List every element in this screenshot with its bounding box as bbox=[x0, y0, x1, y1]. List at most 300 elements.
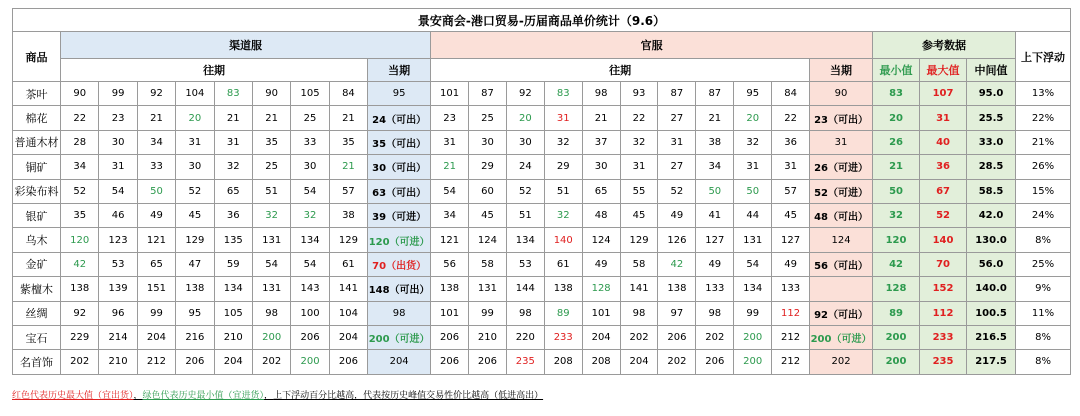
channel-current-cell: 39（可进） bbox=[368, 203, 431, 227]
official-current-cell: 92（可出） bbox=[810, 301, 873, 325]
legend-sep: ， bbox=[133, 391, 143, 401]
max-value-cell: 70 bbox=[920, 252, 967, 276]
official-past-cell: 141 bbox=[620, 277, 658, 301]
fluctuation-cell: 8% bbox=[1016, 325, 1071, 349]
official-past-cell: 44 bbox=[734, 203, 772, 227]
channel-current-cell: 148（可出） bbox=[368, 277, 431, 301]
channel-past-cell: 120 bbox=[61, 228, 99, 252]
mid-value-cell: 217.5 bbox=[967, 350, 1016, 374]
channel-past-cell: 57 bbox=[329, 179, 367, 203]
header-channel-current: 当期 bbox=[368, 59, 431, 82]
official-past-cell: 98 bbox=[696, 301, 734, 325]
channel-current-cell: 95 bbox=[368, 82, 431, 106]
channel-past-cell: 54 bbox=[291, 252, 329, 276]
mid-value-cell: 56.0 bbox=[967, 252, 1016, 276]
channel-past-cell: 105 bbox=[214, 301, 252, 325]
official-past-cell: 31 bbox=[431, 130, 469, 154]
official-past-cell: 57 bbox=[772, 179, 810, 203]
official-past-cell: 20 bbox=[734, 106, 772, 130]
mid-value-cell: 33.0 bbox=[967, 130, 1016, 154]
min-value-cell: 128 bbox=[873, 277, 920, 301]
official-past-cell: 53 bbox=[506, 252, 544, 276]
table-row bbox=[13, 82, 1071, 106]
min-value-cell: 26 bbox=[873, 130, 920, 154]
channel-current-cell: 35（可出） bbox=[368, 130, 431, 154]
official-past-cell: 131 bbox=[734, 228, 772, 252]
official-past-cell: 58 bbox=[620, 252, 658, 276]
official-past-cell: 87 bbox=[658, 82, 696, 106]
table-row bbox=[13, 325, 1071, 349]
channel-past-cell: 52 bbox=[176, 179, 214, 203]
official-past-cell: 42 bbox=[658, 252, 696, 276]
header-item: 商品 bbox=[13, 32, 61, 82]
official-past-cell: 133 bbox=[772, 277, 810, 301]
official-past-cell: 34 bbox=[696, 155, 734, 179]
official-past-cell: 51 bbox=[506, 203, 544, 227]
item-name: 茶叶 bbox=[13, 82, 61, 106]
channel-past-cell: 123 bbox=[99, 228, 137, 252]
official-past-cell: 101 bbox=[582, 301, 620, 325]
channel-past-cell: 138 bbox=[176, 277, 214, 301]
mid-value-cell: 25.5 bbox=[967, 106, 1016, 130]
channel-past-cell: 131 bbox=[252, 277, 290, 301]
legend-red: 红色代表历史最大值（宜出货） bbox=[12, 391, 134, 401]
official-past-cell: 121 bbox=[431, 228, 469, 252]
official-past-cell: 25 bbox=[469, 106, 507, 130]
official-current-cell: 202 bbox=[810, 350, 873, 374]
channel-past-cell: 35 bbox=[252, 130, 290, 154]
official-past-cell: 87 bbox=[696, 82, 734, 106]
channel-past-cell: 204 bbox=[214, 350, 252, 374]
official-past-cell: 206 bbox=[431, 325, 469, 349]
official-past-cell: 206 bbox=[696, 350, 734, 374]
official-past-cell: 52 bbox=[658, 179, 696, 203]
header-official-server: 官服 bbox=[431, 32, 873, 59]
channel-past-cell: 30 bbox=[176, 155, 214, 179]
official-past-cell: 89 bbox=[544, 301, 582, 325]
max-value-cell: 233 bbox=[920, 325, 967, 349]
channel-past-cell: 21 bbox=[137, 106, 175, 130]
official-past-cell: 65 bbox=[582, 179, 620, 203]
channel-current-cell: 98 bbox=[368, 301, 431, 325]
official-past-cell: 212 bbox=[772, 325, 810, 349]
official-past-cell: 52 bbox=[506, 179, 544, 203]
channel-past-cell: 95 bbox=[176, 301, 214, 325]
table-row bbox=[13, 228, 1071, 252]
channel-past-cell: 83 bbox=[214, 82, 252, 106]
official-past-cell: 83 bbox=[544, 82, 582, 106]
official-past-cell: 112 bbox=[772, 301, 810, 325]
official-past-cell: 200 bbox=[734, 325, 772, 349]
official-past-cell: 32 bbox=[544, 130, 582, 154]
channel-past-cell: 206 bbox=[291, 325, 329, 349]
fluctuation-cell: 15% bbox=[1016, 179, 1071, 203]
official-past-cell: 50 bbox=[696, 179, 734, 203]
channel-past-cell: 90 bbox=[252, 82, 290, 106]
official-past-cell: 95 bbox=[734, 82, 772, 106]
channel-past-cell: 131 bbox=[252, 228, 290, 252]
legend bbox=[12, 388, 543, 401]
official-past-cell: 51 bbox=[544, 179, 582, 203]
channel-past-cell: 92 bbox=[137, 82, 175, 106]
max-value-cell: 31 bbox=[920, 106, 967, 130]
header-fluctuation: 上下浮动 bbox=[1016, 32, 1071, 82]
official-past-cell: 36 bbox=[772, 130, 810, 154]
item-name: 宝石 bbox=[13, 325, 61, 349]
channel-past-cell: 99 bbox=[137, 301, 175, 325]
official-current-cell: 48（可出） bbox=[810, 203, 873, 227]
official-current-cell: 200（可进） bbox=[810, 325, 873, 349]
official-past-cell: 138 bbox=[658, 277, 696, 301]
official-current-cell bbox=[810, 277, 873, 301]
fluctuation-cell: 25% bbox=[1016, 252, 1071, 276]
channel-past-cell: 54 bbox=[291, 179, 329, 203]
official-past-cell: 41 bbox=[696, 203, 734, 227]
official-past-cell: 84 bbox=[772, 82, 810, 106]
channel-current-cell: 200（可进） bbox=[368, 325, 431, 349]
channel-current-cell: 63（可出） bbox=[368, 179, 431, 203]
item-name: 紫檀木 bbox=[13, 277, 61, 301]
table-row bbox=[13, 277, 1071, 301]
channel-past-cell: 25 bbox=[291, 106, 329, 130]
official-past-cell: 30 bbox=[506, 130, 544, 154]
official-past-cell: 24 bbox=[506, 155, 544, 179]
official-current-cell: 90 bbox=[810, 82, 873, 106]
official-past-cell: 31 bbox=[620, 155, 658, 179]
price-table bbox=[12, 8, 1071, 375]
official-past-cell: 49 bbox=[582, 252, 620, 276]
channel-past-cell: 53 bbox=[99, 252, 137, 276]
channel-past-cell: 21 bbox=[329, 155, 367, 179]
min-value-cell: 83 bbox=[873, 82, 920, 106]
official-past-cell: 128 bbox=[582, 277, 620, 301]
official-current-cell: 52（可进） bbox=[810, 179, 873, 203]
channel-past-cell: 46 bbox=[99, 203, 137, 227]
official-past-cell: 99 bbox=[469, 301, 507, 325]
official-past-cell: 99 bbox=[734, 301, 772, 325]
official-current-cell: 31 bbox=[810, 130, 873, 154]
table-row bbox=[13, 155, 1071, 179]
min-value-cell: 200 bbox=[873, 325, 920, 349]
channel-past-cell: 214 bbox=[99, 325, 137, 349]
channel-past-cell: 59 bbox=[214, 252, 252, 276]
channel-past-cell: 20 bbox=[176, 106, 214, 130]
channel-past-cell: 204 bbox=[137, 325, 175, 349]
channel-current-cell: 30（可出） bbox=[368, 155, 431, 179]
channel-past-cell: 54 bbox=[99, 179, 137, 203]
channel-past-cell: 204 bbox=[329, 325, 367, 349]
channel-past-cell: 35 bbox=[329, 130, 367, 154]
official-past-cell: 27 bbox=[658, 155, 696, 179]
official-past-cell: 45 bbox=[469, 203, 507, 227]
item-name: 普通木材 bbox=[13, 130, 61, 154]
channel-past-cell: 134 bbox=[214, 277, 252, 301]
fluctuation-cell: 22% bbox=[1016, 106, 1071, 130]
channel-past-cell: 206 bbox=[329, 350, 367, 374]
channel-past-cell: 105 bbox=[291, 82, 329, 106]
fluctuation-cell: 21% bbox=[1016, 130, 1071, 154]
min-value-cell: 20 bbox=[873, 106, 920, 130]
official-past-cell: 49 bbox=[658, 203, 696, 227]
item-name: 银矿 bbox=[13, 203, 61, 227]
official-past-cell: 55 bbox=[620, 179, 658, 203]
channel-past-cell: 21 bbox=[252, 106, 290, 130]
official-past-cell: 204 bbox=[582, 325, 620, 349]
max-value-cell: 112 bbox=[920, 301, 967, 325]
min-value-cell: 120 bbox=[873, 228, 920, 252]
official-past-cell: 124 bbox=[582, 228, 620, 252]
channel-past-cell: 34 bbox=[137, 130, 175, 154]
official-past-cell: 22 bbox=[620, 106, 658, 130]
item-name: 棉花 bbox=[13, 106, 61, 130]
channel-past-cell: 34 bbox=[61, 155, 99, 179]
channel-past-cell: 210 bbox=[214, 325, 252, 349]
official-past-cell: 21 bbox=[431, 155, 469, 179]
official-past-cell: 49 bbox=[696, 252, 734, 276]
channel-past-cell: 104 bbox=[329, 301, 367, 325]
official-past-cell: 61 bbox=[544, 252, 582, 276]
channel-past-cell: 141 bbox=[329, 277, 367, 301]
official-past-cell: 127 bbox=[772, 228, 810, 252]
official-past-cell: 58 bbox=[469, 252, 507, 276]
official-current-cell: 56（可出） bbox=[810, 252, 873, 276]
official-past-cell: 124 bbox=[469, 228, 507, 252]
official-past-cell: 140 bbox=[544, 228, 582, 252]
official-past-cell: 32 bbox=[734, 130, 772, 154]
official-past-cell: 134 bbox=[506, 228, 544, 252]
table-row bbox=[13, 179, 1071, 203]
channel-past-cell: 65 bbox=[214, 179, 252, 203]
table-row bbox=[13, 252, 1071, 276]
channel-past-cell: 129 bbox=[176, 228, 214, 252]
channel-past-cell: 90 bbox=[61, 82, 99, 106]
official-past-cell: 31 bbox=[658, 130, 696, 154]
official-past-cell: 32 bbox=[620, 130, 658, 154]
min-value-cell: 21 bbox=[873, 155, 920, 179]
channel-past-cell: 135 bbox=[214, 228, 252, 252]
official-past-cell: 208 bbox=[544, 350, 582, 374]
official-past-cell: 235 bbox=[506, 350, 544, 374]
official-past-cell: 54 bbox=[431, 179, 469, 203]
channel-past-cell: 31 bbox=[176, 130, 214, 154]
official-past-cell: 93 bbox=[620, 82, 658, 106]
table-row bbox=[13, 106, 1071, 130]
channel-past-cell: 212 bbox=[137, 350, 175, 374]
channel-past-cell: 100 bbox=[291, 301, 329, 325]
item-name: 乌木 bbox=[13, 228, 61, 252]
min-value-cell: 89 bbox=[873, 301, 920, 325]
mid-value-cell: 28.5 bbox=[967, 155, 1016, 179]
official-past-cell: 97 bbox=[658, 301, 696, 325]
official-past-cell: 32 bbox=[544, 203, 582, 227]
mid-value-cell: 42.0 bbox=[967, 203, 1016, 227]
official-past-cell: 138 bbox=[544, 277, 582, 301]
official-past-cell: 37 bbox=[582, 130, 620, 154]
header-mid: 中间值 bbox=[967, 59, 1016, 82]
official-past-cell: 133 bbox=[696, 277, 734, 301]
official-past-cell: 54 bbox=[734, 252, 772, 276]
official-past-cell: 50 bbox=[734, 179, 772, 203]
min-value-cell: 50 bbox=[873, 179, 920, 203]
official-current-cell: 26（可进） bbox=[810, 155, 873, 179]
channel-past-cell: 28 bbox=[61, 130, 99, 154]
mid-value-cell: 216.5 bbox=[967, 325, 1016, 349]
channel-past-cell: 22 bbox=[61, 106, 99, 130]
official-past-cell: 56 bbox=[431, 252, 469, 276]
channel-past-cell: 202 bbox=[252, 350, 290, 374]
official-current-cell: 23（可出） bbox=[810, 106, 873, 130]
fluctuation-cell: 13% bbox=[1016, 82, 1071, 106]
channel-past-cell: 51 bbox=[252, 179, 290, 203]
min-value-cell: 42 bbox=[873, 252, 920, 276]
fluctuation-cell: 8% bbox=[1016, 228, 1071, 252]
official-past-cell: 126 bbox=[658, 228, 696, 252]
mid-value-cell: 140.0 bbox=[967, 277, 1016, 301]
channel-past-cell: 30 bbox=[99, 130, 137, 154]
official-past-cell: 31 bbox=[734, 155, 772, 179]
header-official-current: 当期 bbox=[810, 59, 873, 82]
channel-past-cell: 216 bbox=[176, 325, 214, 349]
channel-past-cell: 61 bbox=[329, 252, 367, 276]
channel-past-cell: 92 bbox=[61, 301, 99, 325]
official-past-cell: 204 bbox=[620, 350, 658, 374]
official-past-cell: 220 bbox=[506, 325, 544, 349]
channel-past-cell: 30 bbox=[291, 155, 329, 179]
channel-past-cell: 138 bbox=[61, 277, 99, 301]
official-past-cell: 210 bbox=[469, 325, 507, 349]
official-past-cell: 98 bbox=[620, 301, 658, 325]
header-reference: 参考数据 bbox=[873, 32, 1016, 59]
official-past-cell: 202 bbox=[658, 350, 696, 374]
channel-past-cell: 38 bbox=[329, 203, 367, 227]
item-name: 名首饰 bbox=[13, 350, 61, 374]
max-value-cell: 67 bbox=[920, 179, 967, 203]
channel-past-cell: 121 bbox=[137, 228, 175, 252]
price-table-sheet bbox=[12, 8, 1071, 375]
item-name: 彩染布料 bbox=[13, 179, 61, 203]
channel-past-cell: 84 bbox=[329, 82, 367, 106]
official-past-cell: 20 bbox=[506, 106, 544, 130]
max-value-cell: 36 bbox=[920, 155, 967, 179]
channel-past-cell: 21 bbox=[214, 106, 252, 130]
max-value-cell: 140 bbox=[920, 228, 967, 252]
channel-past-cell: 202 bbox=[61, 350, 99, 374]
max-value-cell: 40 bbox=[920, 130, 967, 154]
channel-past-cell: 21 bbox=[329, 106, 367, 130]
official-current-cell: 124 bbox=[810, 228, 873, 252]
official-past-cell: 98 bbox=[506, 301, 544, 325]
official-past-cell: 31 bbox=[772, 155, 810, 179]
official-past-cell: 34 bbox=[431, 203, 469, 227]
item-name: 丝绸 bbox=[13, 301, 61, 325]
official-past-cell: 206 bbox=[658, 325, 696, 349]
channel-past-cell: 32 bbox=[252, 203, 290, 227]
official-past-cell: 30 bbox=[469, 130, 507, 154]
table-row bbox=[13, 301, 1071, 325]
channel-current-cell: 70（出货） bbox=[368, 252, 431, 276]
official-past-cell: 48 bbox=[582, 203, 620, 227]
official-past-cell: 27 bbox=[658, 106, 696, 130]
fluctuation-cell: 11% bbox=[1016, 301, 1071, 325]
min-value-cell: 32 bbox=[873, 203, 920, 227]
official-past-cell: 87 bbox=[469, 82, 507, 106]
official-past-cell: 101 bbox=[431, 301, 469, 325]
channel-past-cell: 206 bbox=[176, 350, 214, 374]
channel-past-cell: 25 bbox=[252, 155, 290, 179]
fluctuation-cell: 9% bbox=[1016, 277, 1071, 301]
official-past-cell: 21 bbox=[696, 106, 734, 130]
channel-past-cell: 33 bbox=[137, 155, 175, 179]
mid-value-cell: 130.0 bbox=[967, 228, 1016, 252]
channel-past-cell: 45 bbox=[176, 203, 214, 227]
channel-past-cell: 23 bbox=[99, 106, 137, 130]
official-past-cell: 38 bbox=[696, 130, 734, 154]
official-past-cell: 202 bbox=[696, 325, 734, 349]
channel-past-cell: 104 bbox=[176, 82, 214, 106]
official-past-cell: 206 bbox=[431, 350, 469, 374]
channel-past-cell: 99 bbox=[99, 82, 137, 106]
channel-past-cell: 32 bbox=[214, 155, 252, 179]
header-channel-past: 往期 bbox=[61, 59, 368, 82]
header-official-past: 往期 bbox=[431, 59, 810, 82]
official-past-cell: 212 bbox=[772, 350, 810, 374]
official-past-cell: 206 bbox=[469, 350, 507, 374]
min-value-cell: 200 bbox=[873, 350, 920, 374]
mid-value-cell: 100.5 bbox=[967, 301, 1016, 325]
official-past-cell: 131 bbox=[469, 277, 507, 301]
channel-past-cell: 200 bbox=[252, 325, 290, 349]
channel-past-cell: 143 bbox=[291, 277, 329, 301]
max-value-cell: 152 bbox=[920, 277, 967, 301]
official-past-cell: 49 bbox=[772, 252, 810, 276]
official-past-cell: 22 bbox=[772, 106, 810, 130]
max-value-cell: 107 bbox=[920, 82, 967, 106]
item-name: 铜矿 bbox=[13, 155, 61, 179]
fluctuation-cell: 24% bbox=[1016, 203, 1071, 227]
channel-past-cell: 36 bbox=[214, 203, 252, 227]
official-past-cell: 45 bbox=[620, 203, 658, 227]
channel-current-cell: 204 bbox=[368, 350, 431, 374]
official-past-cell: 45 bbox=[772, 203, 810, 227]
official-past-cell: 29 bbox=[469, 155, 507, 179]
channel-past-cell: 98 bbox=[252, 301, 290, 325]
official-past-cell: 202 bbox=[620, 325, 658, 349]
channel-past-cell: 33 bbox=[291, 130, 329, 154]
official-past-cell: 30 bbox=[582, 155, 620, 179]
legend-rest: 上下浮动百分比越高，代表按历史峰值交易性价比越高（低进高出） bbox=[273, 391, 544, 401]
max-value-cell: 235 bbox=[920, 350, 967, 374]
official-past-cell: 129 bbox=[620, 228, 658, 252]
channel-past-cell: 210 bbox=[99, 350, 137, 374]
official-past-cell: 92 bbox=[506, 82, 544, 106]
channel-past-cell: 35 bbox=[61, 203, 99, 227]
channel-past-cell: 42 bbox=[61, 252, 99, 276]
mid-value-cell: 95.0 bbox=[967, 82, 1016, 106]
channel-past-cell: 31 bbox=[214, 130, 252, 154]
official-past-cell: 31 bbox=[544, 106, 582, 130]
channel-past-cell: 52 bbox=[61, 179, 99, 203]
header-max: 最大值 bbox=[920, 59, 967, 82]
channel-past-cell: 32 bbox=[291, 203, 329, 227]
official-past-cell: 101 bbox=[431, 82, 469, 106]
header-channel-server: 渠道服 bbox=[61, 32, 431, 59]
official-past-cell: 127 bbox=[696, 228, 734, 252]
table-row bbox=[13, 203, 1071, 227]
channel-past-cell: 49 bbox=[137, 203, 175, 227]
channel-past-cell: 200 bbox=[291, 350, 329, 374]
channel-past-cell: 50 bbox=[137, 179, 175, 203]
table-row bbox=[13, 350, 1071, 374]
